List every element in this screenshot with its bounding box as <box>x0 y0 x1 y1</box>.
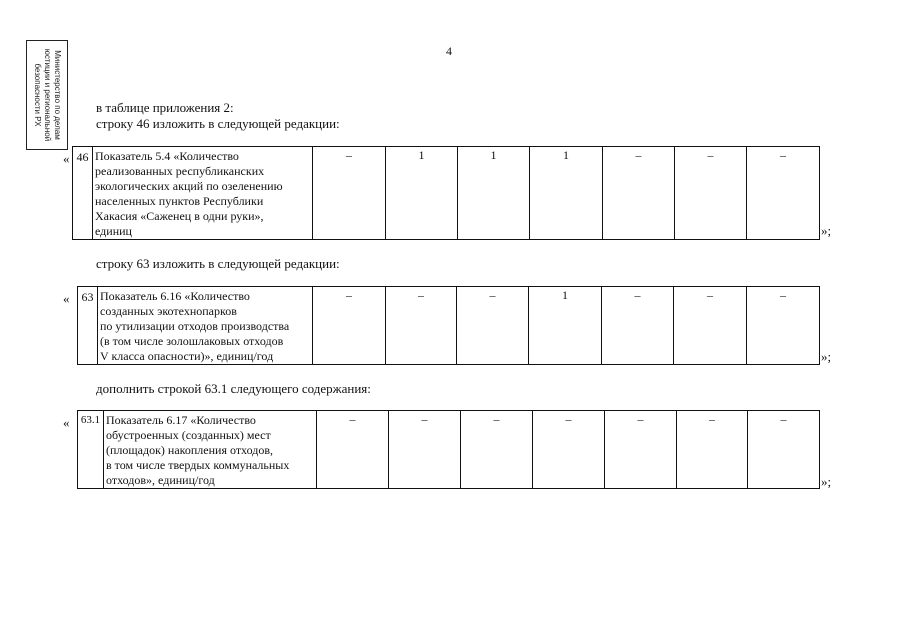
description-line: Хакасия «Саженец в одни руки», <box>95 209 264 223</box>
quote-open-row-63-1: « <box>63 415 70 430</box>
row-description <box>98 287 313 365</box>
value-cell: – <box>675 147 747 240</box>
value-cell: – <box>386 287 457 365</box>
value-cell: – <box>461 411 533 489</box>
row-description <box>104 411 317 489</box>
intro-line-1: в таблице приложения 2: <box>96 100 234 115</box>
value-cell: – <box>747 287 820 365</box>
description-line: (площадок) накопления отходов, <box>106 443 274 457</box>
row-number: 46 <box>73 147 93 240</box>
description-line: реализованных республиканских <box>95 164 265 178</box>
section-heading-row-63-1: дополнить строкой 63.1 следующего содержания: <box>96 381 371 396</box>
description-line: единиц <box>95 224 132 238</box>
table-row-63-1 <box>77 410 820 489</box>
quote-open-row-63: « <box>63 291 70 306</box>
value-cell: – <box>602 287 674 365</box>
intro-line-2: строку 46 изложить в следующей редакции: <box>96 116 340 131</box>
value-cell: – <box>533 411 605 489</box>
stamp-text: Министерство по делам юстиции и региональной безопасности РХ <box>33 48 62 142</box>
description-line: населенных пунктов Республики <box>95 194 264 208</box>
quote-close-row-63: »; <box>821 349 832 364</box>
row-number: 63 <box>78 287 98 365</box>
value-cell: – <box>313 147 386 240</box>
description-line: (в том числе золошлаковых отходов <box>100 334 284 348</box>
description-line: обустроенных (созданных) мест <box>106 428 271 442</box>
row-number: 63.1 <box>78 411 104 489</box>
table-row-63 <box>77 286 820 365</box>
value-cell: – <box>748 411 820 489</box>
value-cell: – <box>457 287 529 365</box>
value-cell: 1 <box>458 147 530 240</box>
value-cell: – <box>674 287 747 365</box>
value-cell: – <box>747 147 820 240</box>
table-row-46 <box>72 146 820 240</box>
quote-close-row-63-1: »; <box>821 474 832 489</box>
description-line: Показатель 6.16 «Количество <box>100 289 250 303</box>
section-heading-row-63: строку 63 изложить в следующей редакции: <box>96 256 340 271</box>
value-cell: – <box>605 411 677 489</box>
value-cell: 1 <box>386 147 458 240</box>
value-cell: – <box>317 411 389 489</box>
description-line: отходов», единиц/год <box>106 473 215 487</box>
description-line: в том числе твердых коммунальных <box>106 458 290 472</box>
description-line: Показатель 6.17 «Количество <box>106 413 256 427</box>
value-cell: 1 <box>529 287 602 365</box>
value-cell: 1 <box>530 147 603 240</box>
row-description <box>93 147 313 240</box>
description-line: по утилизации отходов производства <box>100 319 290 333</box>
value-cell: – <box>603 147 675 240</box>
description-line: созданных экотехнопарков <box>100 304 237 318</box>
page-number: 4 <box>446 44 452 58</box>
description-line: экологических акций по озеленению <box>95 179 283 193</box>
value-cell: – <box>389 411 461 489</box>
value-cell: – <box>677 411 748 489</box>
quote-open-row-46: « <box>63 151 70 166</box>
description-line: Показатель 5.4 «Количество <box>95 149 239 163</box>
value-cell: – <box>313 287 386 365</box>
description-line: V класса опасности)», единиц/год <box>100 349 274 363</box>
registration-stamp <box>26 40 68 150</box>
quote-close-row-46: »; <box>821 223 832 238</box>
